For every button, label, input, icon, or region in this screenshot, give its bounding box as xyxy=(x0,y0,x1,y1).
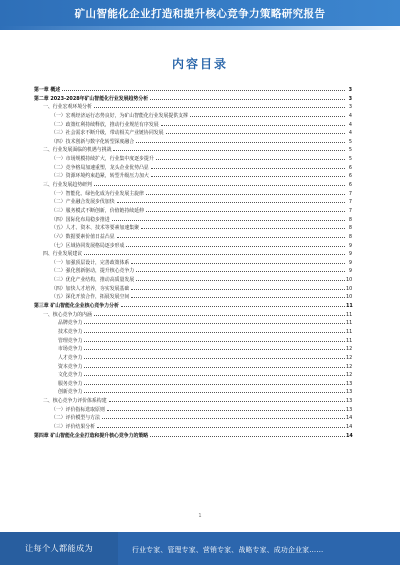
toc-entry[interactable] xyxy=(34,371,352,380)
toc-dot-leader xyxy=(84,332,345,333)
toc-entry[interactable] xyxy=(34,138,352,147)
toc-entry-page: 11 xyxy=(346,337,353,344)
toc-dot-leader xyxy=(136,142,345,143)
toc-entry-page: 8 xyxy=(348,233,352,240)
toc-entry[interactable] xyxy=(34,112,352,121)
toc-entry-page: 12 xyxy=(346,372,353,379)
toc-entry-label: （二）竞争格局加速重塑，龙头企业优势凸显 xyxy=(51,164,149,171)
toc-entry-label: 一、核心竞争力的内涵 xyxy=(43,311,92,318)
toc-entry-label: （三）服务模式不断创新，价值链持续延伸 xyxy=(51,207,144,214)
toc-dot-leader xyxy=(117,237,345,238)
toc-entry-label: （四）国际化布局稳步推进 xyxy=(51,216,110,223)
report-title: 矿山智能化企业打造和提升核心竞争力策略研究报告 xyxy=(74,7,326,20)
toc-entry-label: （一）市场规模持续扩大，行业集中度逐步提升 xyxy=(51,156,154,163)
footer-slogan-left: 让每个人都能成为 xyxy=(0,532,118,565)
toc-entry[interactable] xyxy=(34,337,352,346)
toc-entry-page: 3 xyxy=(348,95,352,102)
toc-entry-label: （一）加强顶层设计，完善政策体系 xyxy=(51,259,130,266)
toc-entry-label: （二）政策红利持续释放，推动行业规范有序发展 xyxy=(51,121,159,128)
toc-entry-page: 10 xyxy=(346,277,353,284)
toc-entry-page: 14 xyxy=(346,415,353,422)
toc-entry-page: 9 xyxy=(348,259,352,266)
toc-dot-leader xyxy=(151,176,345,177)
toc-entry-page: 14 xyxy=(346,432,353,439)
toc-entry-label: （三）优化产业结构，推动高质量发展 xyxy=(51,277,135,284)
toc-dot-leader xyxy=(131,289,345,290)
toc-dot-leader xyxy=(131,263,345,264)
toc-dot-leader xyxy=(126,246,345,247)
toc-entry[interactable] xyxy=(34,164,352,173)
toc-dot-leader xyxy=(84,375,345,376)
toc-entry-page: 9 xyxy=(348,268,352,275)
toc-entry-page: 6 xyxy=(348,173,352,180)
toc-dot-leader xyxy=(156,159,345,160)
toc-entry-label: （一）智能化、绿色化成为行业发展主旋律 xyxy=(51,190,144,197)
toc-entry[interactable] xyxy=(34,267,352,276)
toc-entry-label: （五）深化开放合作，拓展发展空间 xyxy=(51,294,130,301)
footer-banner xyxy=(0,532,400,565)
toc-entry[interactable] xyxy=(34,406,352,415)
toc-entry-label: 四、行业发展建议 xyxy=(43,251,83,258)
toc-entry[interactable] xyxy=(34,328,352,337)
toc-dot-leader xyxy=(112,220,345,221)
toc-entry[interactable] xyxy=(34,354,352,363)
toc-entry-label: 管理竞争力 xyxy=(58,337,83,344)
toc-dot-leader xyxy=(146,194,345,195)
toc-entry[interactable] xyxy=(34,207,352,216)
toc-dot-leader xyxy=(84,367,345,368)
toc-entry-page: 13 xyxy=(346,398,353,405)
toc-dot-leader xyxy=(62,90,345,91)
toc-entry-label: 服务竞争力 xyxy=(58,380,83,387)
toc-entry-label: 第四章 矿山智能化企业打造和提升核心竞争力的策略 xyxy=(34,432,149,439)
toc-entry-label: 三、行业发展趋势研判 xyxy=(43,182,92,189)
toc-entry[interactable] xyxy=(34,388,352,397)
toc-entry[interactable] xyxy=(34,423,352,432)
toc-entry[interactable] xyxy=(34,380,352,389)
toc-entry[interactable] xyxy=(34,129,352,138)
toc-entry-label: （六）数据要素价值日益凸显 xyxy=(51,233,115,240)
toc-entry[interactable] xyxy=(34,181,352,190)
toc-dot-leader xyxy=(84,323,345,324)
toc-entry[interactable] xyxy=(34,121,352,130)
toc-entry-page: 9 xyxy=(348,251,352,258)
toc-dot-leader xyxy=(150,436,345,437)
toc-entry-page: 12 xyxy=(346,363,353,370)
toc-entry-page: 5 xyxy=(348,138,352,145)
toc-entry-page: 4 xyxy=(348,121,352,128)
toc-entry-label: 创新竞争力 xyxy=(58,389,83,396)
toc-heading: 内容目录 xyxy=(171,57,228,71)
toc-entry-label: 人才竞争力 xyxy=(58,354,83,361)
toc-entry-page: 3 xyxy=(348,87,352,93)
toc-entry-label: 市场竞争力 xyxy=(58,346,83,353)
toc-dot-leader xyxy=(121,306,345,307)
toc-dot-leader xyxy=(136,271,345,272)
toc-entry-label: 资本竞争力 xyxy=(58,363,83,370)
toc-entry[interactable] xyxy=(34,224,352,233)
toc-dot-leader xyxy=(141,228,345,229)
toc-entry-label: （二）产业融合发展步伐加快 xyxy=(51,199,115,206)
toc-dot-leader xyxy=(84,384,345,385)
toc-entry[interactable] xyxy=(34,302,352,311)
toc-entry-page: 7 xyxy=(348,199,352,206)
toc-dot-leader xyxy=(94,185,345,186)
toc-entry-label: 第一章 概述 xyxy=(34,87,61,93)
toc-entry-page: 11 xyxy=(346,311,353,318)
toc-entry[interactable] xyxy=(34,250,352,259)
page-number: 1 xyxy=(198,513,202,519)
toc-entry-label: （二）强化创新驱动，提升核心竞争力 xyxy=(51,268,135,275)
toc-dot-leader xyxy=(166,133,346,134)
toc-entry-page: 10 xyxy=(346,294,353,301)
toc-entry-page: 7 xyxy=(348,190,352,197)
toc-entry-label: 二、行业发展面临的机遇与挑战 xyxy=(43,147,112,154)
toc-dot-leader xyxy=(94,315,345,316)
table-of-contents xyxy=(34,86,352,440)
toc-dot-leader xyxy=(84,349,345,350)
toc-entry-page: 5 xyxy=(348,156,352,163)
toc-entry[interactable] xyxy=(34,285,352,294)
toc-entry-page: 3 xyxy=(348,104,352,111)
toc-entry-label: 技术竞争力 xyxy=(58,328,83,335)
toc-entry[interactable] xyxy=(34,397,352,406)
toc-entry[interactable] xyxy=(34,311,352,320)
toc-dot-leader xyxy=(84,392,345,393)
header-banner xyxy=(0,0,400,26)
toc-entry-page: 11 xyxy=(346,320,353,327)
toc-entry[interactable] xyxy=(34,414,352,423)
toc-dot-leader xyxy=(150,99,345,100)
toc-entry-page: 12 xyxy=(346,346,353,353)
toc-entry-label: 一、行业宏观环境分析 xyxy=(43,104,92,111)
footer-slogan-right: 行业专家、管理专家、营销专家、战略专家、成功企业家…… xyxy=(132,545,324,554)
toc-entry-page: 6 xyxy=(348,164,352,171)
toc-dot-leader xyxy=(161,125,345,126)
toc-entry[interactable] xyxy=(34,259,352,268)
toc-entry-label: （一）宏观经济运行态势良好，为矿山智能化行业发展提供支撑 xyxy=(51,112,188,119)
toc-dot-leader xyxy=(84,358,345,359)
toc-entry-page: 5 xyxy=(348,147,352,154)
toc-dot-leader xyxy=(190,116,345,117)
toc-entry[interactable] xyxy=(34,276,352,285)
toc-entry-page: 11 xyxy=(346,328,353,335)
toc-entry-page: 6 xyxy=(348,182,352,189)
toc-entry[interactable] xyxy=(34,242,352,251)
toc-entry-label: 文化竞争力 xyxy=(58,372,83,379)
toc-entry-label: （三）资源环境约束趋紧，转型升级压力加大 xyxy=(51,173,149,180)
toc-entry-page: 10 xyxy=(346,285,353,292)
toc-entry-label: （五）人才、资本、技术等要素加速集聚 xyxy=(51,225,140,232)
toc-entry-label: 第二章 2023-2028年矿山智能化行业发展趋势分析 xyxy=(34,95,149,102)
toc-entry[interactable] xyxy=(34,216,352,225)
toc-entry-page: 12 xyxy=(346,354,353,361)
toc-dot-leader xyxy=(97,427,345,428)
toc-entry-page: 8 xyxy=(348,225,352,232)
toc-entry-page: 14 xyxy=(346,423,353,430)
toc-entry-page: 4 xyxy=(348,130,352,137)
toc-dot-leader xyxy=(117,202,345,203)
toc-entry-label: 第三章 矿山智能化企业核心竞争力分析 xyxy=(34,303,119,310)
toc-entry-label: （四）加快人才培养，夯实发展基础 xyxy=(51,285,130,292)
toc-entry[interactable] xyxy=(34,155,352,164)
toc-entry-label: （三）评价结果分析 xyxy=(51,423,96,430)
toc-entry-label: 品牌竞争力 xyxy=(58,320,83,327)
toc-entry-page: 11 xyxy=(346,303,353,310)
toc-dot-leader xyxy=(146,211,345,212)
toc-entry-page: 8 xyxy=(348,216,352,223)
toc-entry-page: 13 xyxy=(346,380,353,387)
toc-entry-page: 7 xyxy=(348,207,352,214)
toc-entry[interactable] xyxy=(34,233,352,242)
toc-entry[interactable] xyxy=(34,432,352,441)
toc-entry[interactable] xyxy=(34,363,352,372)
toc-entry-label: （一）评价指标选取原则 xyxy=(51,406,105,413)
toc-dot-leader xyxy=(94,107,345,108)
toc-dot-leader xyxy=(109,401,345,402)
toc-entry[interactable] xyxy=(34,190,352,199)
toc-entry[interactable] xyxy=(34,146,352,155)
toc-entry[interactable] xyxy=(34,293,352,302)
toc-entry-label: （七）区域协同发展格局逐步形成 xyxy=(51,242,125,249)
toc-entry-page: 4 xyxy=(348,112,352,119)
toc-entry-label: （二）评价模型与方法 xyxy=(51,415,100,422)
toc-entry-page: 13 xyxy=(346,389,353,396)
toc-entry[interactable] xyxy=(34,86,352,95)
toc-entry[interactable] xyxy=(34,345,352,354)
toc-entry[interactable] xyxy=(34,95,352,104)
toc-dot-leader xyxy=(113,150,345,151)
toc-dot-leader xyxy=(107,410,345,411)
toc-dot-leader xyxy=(84,254,345,255)
toc-entry[interactable] xyxy=(34,319,352,328)
toc-dot-leader xyxy=(136,280,345,281)
toc-dot-leader xyxy=(84,341,345,342)
toc-dot-leader xyxy=(102,418,345,419)
header-accent-stripe xyxy=(0,26,400,30)
toc-entry[interactable] xyxy=(34,103,352,112)
toc-dot-leader xyxy=(131,297,345,298)
toc-dot-leader xyxy=(151,168,345,169)
toc-entry-label: （三）社会需求不断升级，带动相关产业链协同发展 xyxy=(51,130,164,137)
toc-entry-page: 9 xyxy=(348,242,352,249)
toc-entry[interactable] xyxy=(34,172,352,181)
toc-entry-label: （四）技术创新与数字化转型深度融合 xyxy=(51,138,135,145)
toc-entry[interactable] xyxy=(34,198,352,207)
toc-entry-label: 二、核心竞争力评价体系构建 xyxy=(43,398,107,405)
toc-entry-page: 13 xyxy=(346,406,353,413)
